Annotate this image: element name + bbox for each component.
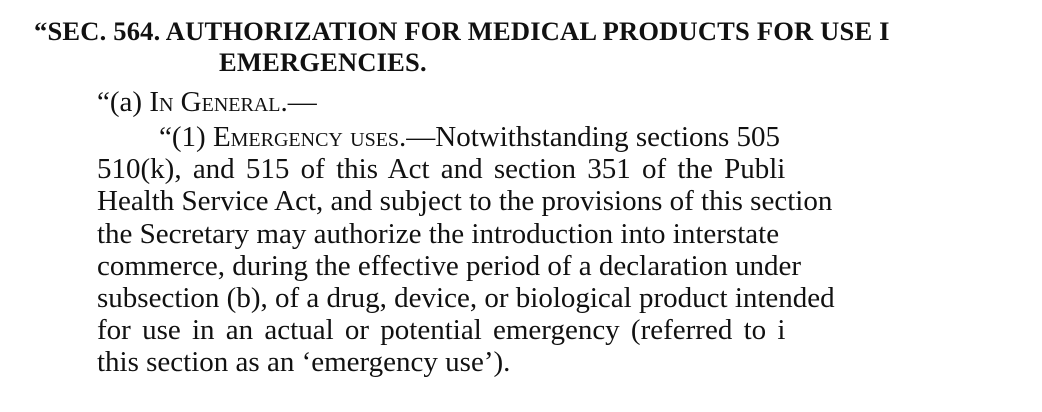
paragraph-line: 510(k), and 515 of this Act and section 351 of the Publi bbox=[97, 153, 786, 186]
paragraph-title: Emergency uses bbox=[212, 121, 400, 153]
paragraph-first-text: .—Notwithstanding sections 505 bbox=[399, 121, 781, 153]
paragraph-line: Health Service Act, and subject to the provisions of this section bbox=[97, 185, 833, 218]
paragraph-line: commerce, during the effective period of a declaration under bbox=[97, 249, 802, 282]
paragraph-emergency-uses bbox=[97, 121, 1018, 379]
subsection-heading bbox=[97, 86, 317, 119]
section-heading-line-1: “SEC. 564. AUTHORIZATION FOR MEDICAL PRODUCTS FOR USE I bbox=[34, 16, 890, 46]
section-heading-line-2: EMERGENCIES. bbox=[219, 47, 427, 77]
subsection-prefix: “(a) bbox=[97, 86, 150, 118]
subsection-title: In General bbox=[149, 86, 281, 118]
paragraph-line: for use in an actual or potential emergency (referred to i bbox=[97, 314, 786, 347]
subsection-suffix: .— bbox=[280, 86, 317, 118]
paragraph-line: subsection (b), of a drug, device, or biological product intended bbox=[97, 281, 835, 314]
paragraph-line bbox=[97, 121, 1018, 153]
section-heading bbox=[34, 16, 1018, 78]
paragraph-line: this section as an ‘emergency use’). bbox=[97, 346, 511, 379]
paragraph-line: the Secretary may authorize the introduction into interstate bbox=[97, 217, 780, 250]
paragraph-prefix: “(1) bbox=[159, 121, 213, 153]
